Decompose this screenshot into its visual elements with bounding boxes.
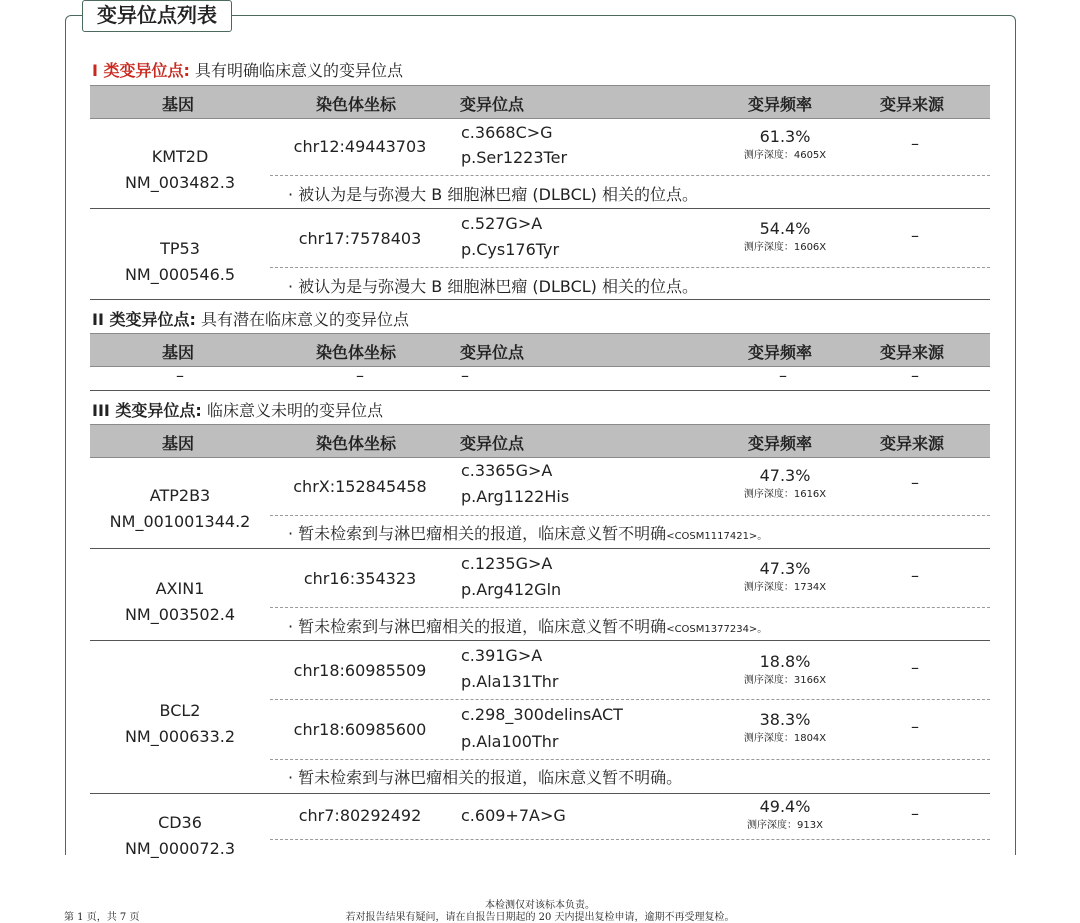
header-variant: 变异位点 xyxy=(460,95,525,114)
transcript-id: NM_003502.4 xyxy=(124,605,236,624)
variant-c: c.527G>A xyxy=(461,214,543,233)
freq-value: 61.3% xyxy=(759,127,811,146)
dashed-divider xyxy=(270,175,990,176)
gene-cell xyxy=(90,236,270,288)
class2-heading xyxy=(92,307,409,330)
row-note: · 被认为是与弥漫大 B 细胞淋巴瘤 (DLBCL) 相关的位点。 xyxy=(288,185,698,204)
table-header-class1 xyxy=(90,85,990,119)
header-gene: 基因 xyxy=(162,434,195,453)
gene-name: KMT2D xyxy=(151,147,209,166)
depth-value: 测序深度：3166X xyxy=(743,675,827,686)
freq-value: 47.3% xyxy=(759,466,811,485)
variant-p: p.Cys176Tyr xyxy=(461,240,560,259)
gene-name: TP53 xyxy=(160,239,200,258)
gene-cell xyxy=(90,810,270,862)
source-value: – xyxy=(911,134,919,153)
row-divider xyxy=(90,793,990,794)
gene-name: CD36 xyxy=(158,813,202,832)
class1-heading xyxy=(92,58,403,81)
chr-coord: chr7:80292492 xyxy=(298,806,422,825)
row-divider xyxy=(90,390,990,391)
source-value: – xyxy=(911,226,919,245)
transcript-id: NM_003482.3 xyxy=(124,173,236,192)
row-divider xyxy=(90,208,990,209)
header-source: 变异来源 xyxy=(880,434,945,453)
freq-value: 47.3% xyxy=(759,559,811,578)
variant-c: c.3668C>G xyxy=(461,123,553,142)
empty-freq: – xyxy=(779,366,787,385)
gene-cell xyxy=(90,144,270,196)
source-value: – xyxy=(911,717,919,736)
freq-value: 18.8% xyxy=(759,652,811,671)
cosmic-id: <COSM1117421>。 xyxy=(666,531,768,542)
depth-value: 测序深度：4605X xyxy=(743,150,827,161)
empty-chr: – xyxy=(356,366,364,385)
chr-coord: chr18:60985509 xyxy=(293,661,427,680)
cosmic-id: <COSM1377234>。 xyxy=(666,624,768,635)
source-value: – xyxy=(911,566,919,585)
transcript-id: NM_000072.3 xyxy=(124,839,236,858)
freq-value: 38.3% xyxy=(759,710,811,729)
variant-p: p.Ser1223Ter xyxy=(461,148,568,167)
class2-label: II 类变异位点: xyxy=(92,310,196,329)
footer-disclaimer-1: 本检测仅对该标本负责。 xyxy=(485,900,595,911)
row-divider xyxy=(90,548,990,549)
dashed-divider xyxy=(270,699,990,700)
freq-cell xyxy=(730,710,840,744)
depth-value: 测序深度：1804X xyxy=(743,733,827,744)
variant-c: c.391G>A xyxy=(461,646,543,665)
header-chr: 染色体坐标 xyxy=(316,343,397,362)
dashed-divider xyxy=(270,839,990,840)
class1-label: I 类变异位点: xyxy=(92,61,190,80)
freq-value: 54.4% xyxy=(759,219,811,238)
variant-c: c.609+7A>G xyxy=(461,806,566,825)
header-chr: 染色体坐标 xyxy=(316,434,397,453)
empty-gene: – xyxy=(176,366,184,385)
row-note: · 暂未检索到与淋巴瘤相关的报道，临床意义暂不明确<COSM1377234>。 xyxy=(288,617,768,636)
freq-cell xyxy=(730,219,840,253)
chr-coord: chr16:354323 xyxy=(303,569,417,588)
header-freq: 变异频率 xyxy=(748,434,813,453)
source-value: – xyxy=(911,804,919,823)
row-divider xyxy=(90,299,990,300)
class1-desc: 具有明确临床意义的变异位点 xyxy=(195,61,404,80)
gene-name: ATP2B3 xyxy=(149,486,211,505)
row-note: · 被认为是与弥漫大 B 细胞淋巴瘤 (DLBCL) 相关的位点。 xyxy=(288,277,698,296)
freq-cell xyxy=(730,797,840,831)
table-header-class2 xyxy=(90,333,990,367)
transcript-id: NM_000633.2 xyxy=(124,727,236,746)
variant-c: c.3365G>A xyxy=(461,461,553,480)
depth-value: 测序深度：1616X xyxy=(743,489,827,500)
source-value: – xyxy=(911,658,919,677)
table-header-class3 xyxy=(90,424,990,458)
variant-c: c.298_300delinsACT xyxy=(461,705,623,724)
page-number: 第 1 页，共 7 页 xyxy=(64,912,140,923)
freq-cell xyxy=(730,559,840,593)
freq-cell xyxy=(730,466,840,500)
gene-cell xyxy=(90,698,270,750)
depth-value: 测序深度：1606X xyxy=(743,242,827,253)
header-variant: 变异位点 xyxy=(460,434,525,453)
row-divider xyxy=(90,640,990,641)
empty-source: – xyxy=(911,366,919,385)
source-value: – xyxy=(911,473,919,492)
transcript-id: NM_000546.5 xyxy=(124,265,236,284)
chr-coord: chr17:7578403 xyxy=(298,229,422,248)
gene-cell xyxy=(90,576,270,628)
class3-label: III 类变异位点: xyxy=(92,401,202,420)
variant-p: p.Ala131Thr xyxy=(461,672,559,691)
row-note: · 暂未检索到与淋巴瘤相关的报道，临床意义暂不明确。 xyxy=(288,768,683,787)
dashed-divider xyxy=(270,515,990,516)
footer-disclaimer-2: 若对报告结果有疑问，请在自报告日期起的 20 天内提出复检申请，逾期不再受理复检。 xyxy=(345,912,735,923)
dashed-divider xyxy=(270,759,990,760)
transcript-id: NM_001001344.2 xyxy=(109,512,251,531)
variant-p: p.Arg412Gln xyxy=(461,580,562,599)
header-gene: 基因 xyxy=(162,95,195,114)
variant-p: p.Arg1122His xyxy=(461,487,570,506)
gene-cell xyxy=(90,483,270,535)
dashed-divider xyxy=(270,607,990,608)
page-title: 变异位点列表 xyxy=(82,0,232,32)
empty-variant: – xyxy=(461,366,469,385)
header-freq: 变异频率 xyxy=(748,343,813,362)
chr-coord: chr12:49443703 xyxy=(293,137,427,156)
variant-p: p.Ala100Thr xyxy=(461,732,559,751)
class2-desc: 具有潜在临床意义的变异位点 xyxy=(200,310,409,329)
header-gene: 基因 xyxy=(162,343,195,362)
header-freq: 变异频率 xyxy=(748,95,813,114)
freq-cell xyxy=(730,652,840,686)
freq-value: 49.4% xyxy=(759,797,811,816)
depth-value: 测序深度：913X xyxy=(747,820,823,831)
row-note: · 暂未检索到与淋巴瘤相关的报道，临床意义暂不明确<COSM1117421>。 xyxy=(288,524,768,543)
header-variant: 变异位点 xyxy=(460,343,525,362)
header-source: 变异来源 xyxy=(880,343,945,362)
depth-value: 测序深度：1734X xyxy=(743,582,827,593)
gene-name: AXIN1 xyxy=(155,579,205,598)
gene-name: BCL2 xyxy=(159,701,201,720)
class3-heading xyxy=(92,398,383,421)
chr-coord: chr18:60985600 xyxy=(293,720,427,739)
freq-cell xyxy=(730,127,840,161)
variant-c: c.1235G>A xyxy=(461,554,553,573)
dashed-divider xyxy=(270,267,990,268)
chr-coord: chrX:152845458 xyxy=(293,477,427,496)
header-source: 变异来源 xyxy=(880,95,945,114)
header-chr: 染色体坐标 xyxy=(316,95,397,114)
class3-desc: 临床意义未明的变异位点 xyxy=(206,401,383,420)
